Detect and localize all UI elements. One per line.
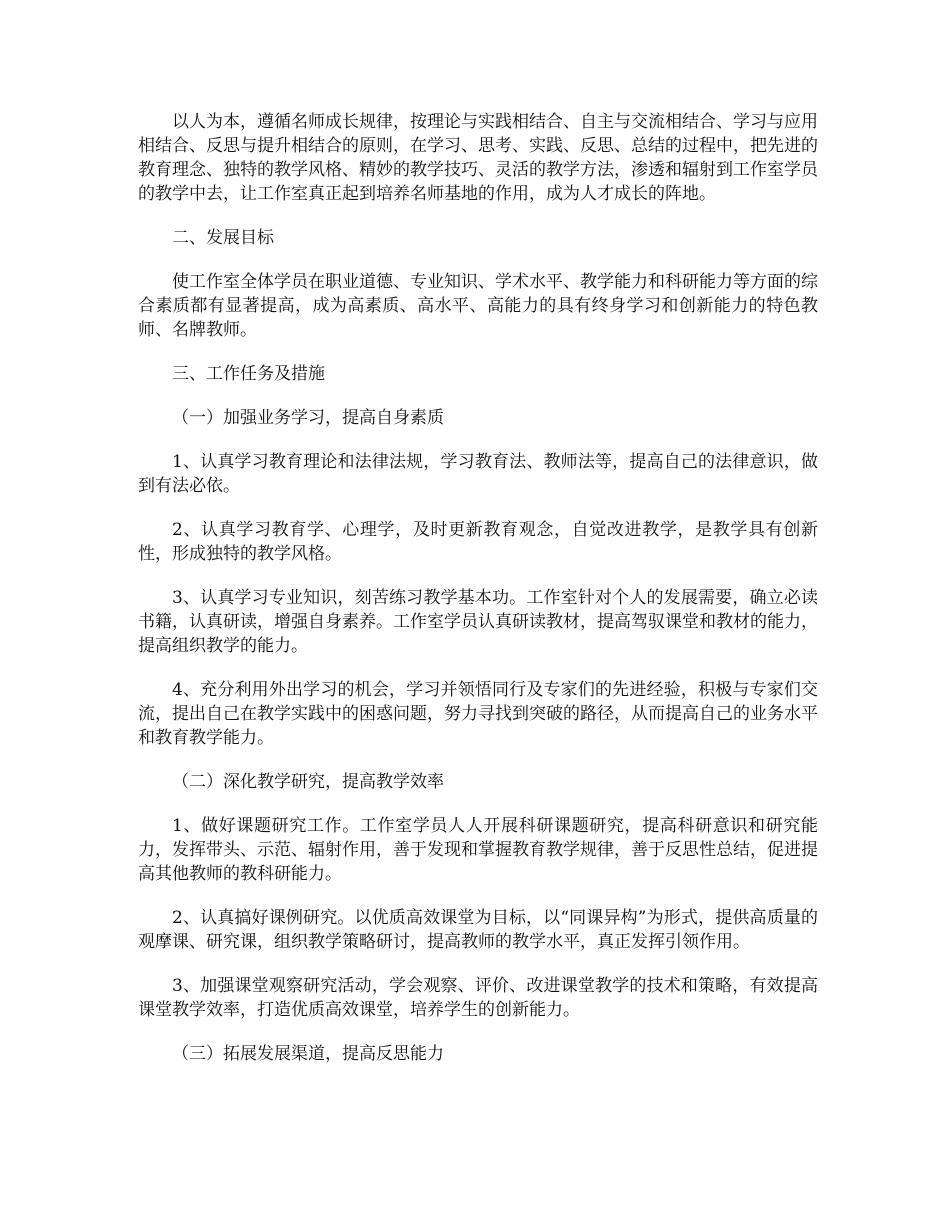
list-item-study-professional-knowledge: 3、认真学习专业知识，刻苦练习教学基本功。工作室针对个人的发展需要，确立必读书籍，认真研读，增强自身素养。工作室学员认真研读教材，提高驾驭课堂和教材的能力，提高组织教学的能力。 xyxy=(138,588,818,656)
list-item-lesson-research: 2、认真搞好课例研究。以优质高效课堂为目标，以“同课异构”为形式，提供高质量的观摩课、研究课，组织教学策略研讨，提高教师的教学水平，真正发挥引领作用。 xyxy=(138,908,818,952)
paragraph-guiding-principle: 以人为本，遵循名师成长规律，按理论与实践相结合、自主与交流相结合、学习与应用相结合、反思与提升相结合的原则，在学习、思考、实践、反思、总结的过程中，把先进的教育理念、独特的教学风格、精妙的教学技巧、灵活的教学方法，渗透和辐射到工作室学员的教学中去，让工作室真正起到培养名师基地的作用，成为人才成长的阵地。 xyxy=(138,112,818,204)
list-item-study-law: 1、认真学习教育理论和法律法规，学习教育法、教师法等，提高自己的法律意识，做到有法必依。 xyxy=(138,452,818,496)
subsection-heading-business-study: （一）加强业务学习，提高自身素质 xyxy=(172,408,444,428)
list-item-external-learning: 4、充分利用外出学习的机会，学习并领悟同行及专家们的先进经验，积极与专家们交流，提出自己在教学实践中的困惑问题，努力寻找到突破的路径，从而提高自己的业务水平和教育教学能力。 xyxy=(138,680,818,748)
section-heading-development-goals: 二、发展目标 xyxy=(172,228,274,248)
subsection-heading-reflection: （三）拓展发展渠道，提高反思能力 xyxy=(172,1044,444,1064)
list-item-study-pedagogy: 2、认真学习教育学、心理学，及时更新教育观念，自觉改进教学，是教学具有创新性，形成独特的教学风格。 xyxy=(138,520,818,564)
list-item-project-research: 1、做好课题研究工作。工作室学员人人开展科研课题研究，提高科研意识和研究能力，发挥带头、示范、辐射作用，善于发现和掌握教育教学规律，善于反思性总结，促进提高其他教师的教科研能力。 xyxy=(138,816,818,884)
list-item-classroom-observation: 3、加强课堂观察研究活动，学会观察、评价、改进课堂教学的技术和策略，有效提高课堂教学效率，打造优质高效课堂，培养学生的创新能力。 xyxy=(138,976,818,1020)
paragraph-development-goals: 使工作室全体学员在职业道德、专业知识、学术水平、教学能力和科研能力等方面的综合素质都有显著提高，成为高素质、高水平、高能力的具有终身学习和创新能力的特色教师、名牌教师。 xyxy=(138,272,818,340)
document-page xyxy=(138,110,818,1086)
subsection-heading-teaching-research: （二）深化教学研究，提高教学效率 xyxy=(172,772,444,792)
section-heading-tasks-measures: 三、工作任务及措施 xyxy=(172,364,325,384)
